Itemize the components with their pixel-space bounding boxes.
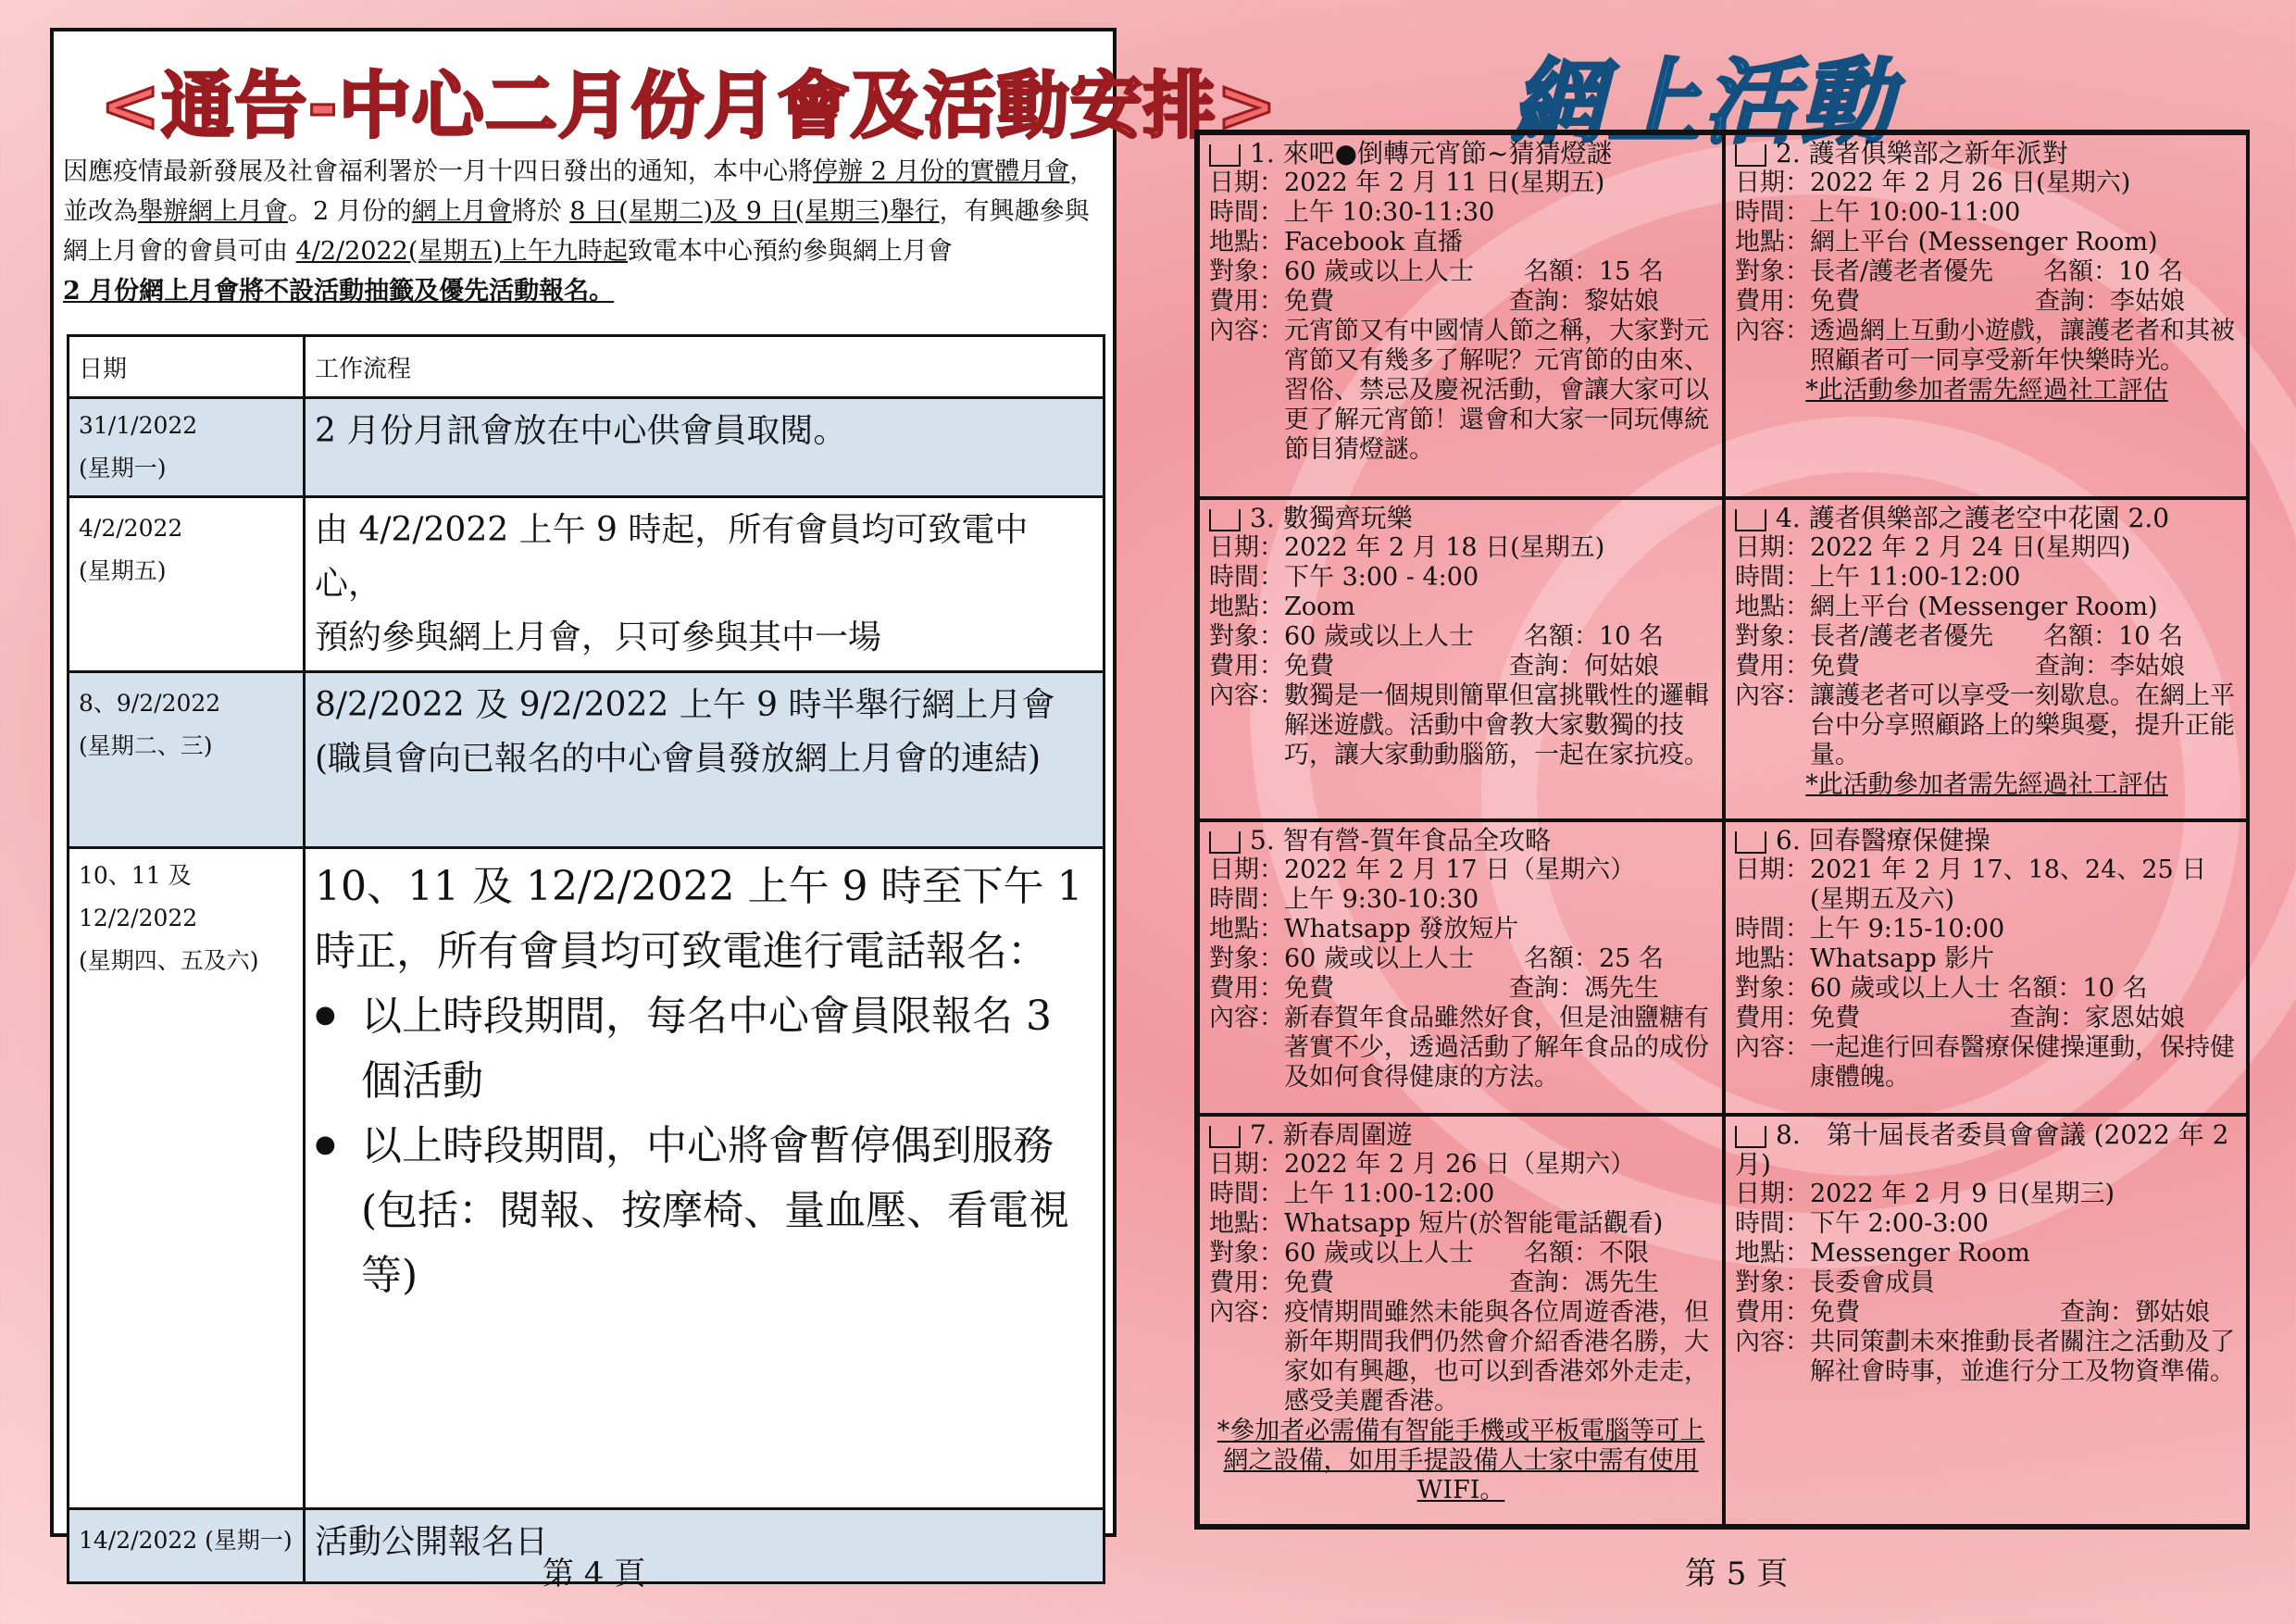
row-flow: 預約參與網上月會，只可參與其中一場 [315,618,882,656]
detail-value: 上午 9:30-10:30 [1284,885,1479,914]
detail-value: Whatsapp 發放短片 [1284,915,1519,943]
intro-paragraph [63,152,1109,311]
activity-title-row [1735,139,2239,169]
detail-value: 免費 查詢：馮先生 [1284,1268,1659,1297]
page-number-4: 第 4 頁 [543,1555,646,1593]
detail-value: 網上平台 (Messenger Room) [1810,593,2158,621]
detail-label: 費用： [1209,287,1284,316]
detail-label: 地點： [1735,228,1810,256]
activity-detail [1735,198,2239,228]
activity-card [1724,820,2250,1115]
activity-detail [1209,1268,1713,1298]
activity-title-row [1735,1120,2239,1180]
row-date: 14/2/2022 (星期一) [79,1527,293,1554]
activity-note: *此活動參加者需先經過社工評估 [1805,770,2168,799]
activity-detail [1209,681,1713,770]
row-date: 4/2/2022 [79,515,183,542]
detail-label: 內容： [1735,1033,1810,1062]
activity-title-row [1209,1120,1713,1150]
detail-label: 時間： [1735,198,1810,227]
detail-label: 對象： [1735,974,1810,1003]
schedule-table [67,334,1105,1584]
table-header-row [69,336,1104,398]
detail-value: 60 歲或以上人士 名額：15 名 [1284,257,1664,286]
page-number-5: 第 5 頁 [1685,1555,1789,1593]
row-bullet: ● 以上時段期間，每名中心會員限報名 3 個活動 [315,984,1093,1114]
detail-label: 日期： [1209,856,1284,884]
activity-card [1198,133,1724,498]
activity-detail [1209,169,1713,198]
intro-text: ，並改為 [63,157,1095,226]
activity-card [1724,133,2250,498]
detail-label: 時間： [1209,563,1284,592]
detail-label: 費用： [1735,1004,1810,1032]
detail-value: 免費 查詢：黎姑娘 [1284,287,1659,316]
detail-label: 費用： [1735,287,1810,316]
detail-value: 上午 9:15-10:00 [1810,915,2005,943]
activity-detail [1209,287,1713,317]
activity-card [1198,1115,1724,1526]
detail-value: 免費 查詢：家恩姑娘 [1810,1004,2185,1032]
activity-title: 3. 數獨齊玩樂 [1250,503,1413,533]
detail-value: 元宵節又有中國情人節之稱，大家對元宵節又有幾多了解呢？元宵節的由來、習俗、禁忌及慶祝活動，會讓大家可以更了解元宵節！還會和大家一同玩傳統節目猜燈謎。 [1284,317,1709,464]
detail-label: 內容： [1209,681,1284,710]
activity-detail [1209,885,1713,915]
row-flow: 8/2/2022 及 9/2/2022 上午 9 時半舉行網上月會 [315,686,1055,724]
row-weekday: (星期四、五及六) [79,947,259,974]
intro-text: 將於 [511,197,570,226]
detail-label: 時間： [1209,198,1284,227]
activity-detail [1209,257,1713,287]
activity-detail [1735,533,2239,563]
activity-card [1724,498,2250,820]
detail-value: 新春賀年食品雖然好食，但是油鹽糖有著實不少，透過活動了解年食品的成份及如何食得健康的方法。 [1284,1004,1709,1092]
detail-value: 2021 年 2 月 17、18、24、25 日 (星期五及六) [1810,856,2207,914]
detail-value: 下午 3:00 - 4:00 [1284,563,1479,592]
detail-label: 日期： [1209,169,1284,197]
detail-label: 內容： [1209,317,1284,345]
detail-label: 內容： [1735,1328,1810,1356]
notice-title: <通告-中心二月份月會及活動安排> [100,65,1279,148]
detail-label: 時間： [1209,1180,1284,1208]
checkbox-icon[interactable] [1209,509,1241,531]
checkbox-icon[interactable] [1209,144,1241,167]
detail-label: 費用： [1209,974,1284,1003]
activity-title-row [1735,826,2239,856]
detail-value: 免費 查詢：馮先生 [1284,974,1659,1003]
detail-label: 地點： [1209,915,1284,943]
activity-detail [1209,1150,1713,1180]
activity-detail [1209,974,1713,1004]
detail-value: 上午 10:30-11:30 [1284,198,1495,227]
detail-label: 費用： [1735,652,1810,681]
row-flow: 10、11 及 12/2/2022 上午 9 時至下午 1 時正，所有會員均可致電進行電話報名： [315,863,1083,975]
detail-value: 免費 查詢：鄧姑娘 [1810,1298,2210,1327]
intro-text: 。2 月份的 [288,197,412,226]
detail-value: 透過網上互動小遊戲，讓護老者和其被照顧者可一同享受新年快樂時光。 [1810,317,2235,375]
intro-highlight: 4/2/2022(星期五)上午九時起 [295,237,628,266]
activity-title: 2. 護者俱樂部之新年派對 [1776,138,2068,169]
activity-title-row [1735,504,2239,533]
detail-label: 日期： [1735,169,1810,197]
activity-card [1198,498,1724,820]
detail-label: 費用： [1209,1268,1284,1297]
activity-detail [1735,1004,2239,1033]
detail-label: 時間： [1209,885,1284,914]
header-date: 日期 [69,336,305,398]
detail-label: 日期： [1209,1150,1284,1179]
detail-label: 費用： [1735,1298,1810,1327]
detail-value: 下午 2:00-3:00 [1810,1209,1989,1238]
detail-label: 內容： [1735,317,1810,345]
checkbox-icon[interactable] [1735,144,1766,167]
checkbox-icon[interactable] [1735,1126,1766,1148]
activity-detail [1735,622,2239,652]
detail-value: Whatsapp 短片(於智能電話觀看) [1284,1209,1664,1238]
activity-title: 8. 第十屆長者委員會會議 (2022 年 2 月) [1735,1119,2229,1180]
detail-value: 免費 查詢：李姑娘 [1810,652,2185,681]
detail-value: 上午 10:00-11:00 [1810,198,2021,227]
activity-detail [1735,1209,2239,1239]
activity-detail [1735,228,2239,257]
activity-detail [1735,915,2239,944]
row-flow: 2 月份月訊會放在中心供會員取閱。 [315,412,847,450]
activity-detail [1735,974,2239,1004]
online-activities-title: 網上活動 [1511,48,1896,156]
detail-value: Whatsapp 影片 [1810,944,1995,973]
detail-label: 費用： [1209,652,1284,681]
activity-detail [1209,317,1713,465]
activity-title: 6. 回春醫療保健操 [1776,825,1990,856]
activity-title-row [1209,826,1713,856]
detail-value: 數獨是一個規則簡單但富挑戰性的邏輯解迷遊戲。活動中會教大家數獨的技巧，讓大家動動腦筋，一起在家抗疫。 [1284,681,1709,769]
activity-detail [1209,593,1713,622]
detail-value: 共同策劃未來推動長者關注之活動及了解社會時事，並進行分工及物資準備。 [1810,1328,2235,1386]
activity-detail [1735,1268,2239,1298]
intro-text: 因應疫情最新發展及社會福利署於一月十四日發出的通知，本中心將 [63,157,813,186]
detail-label: 地點： [1735,1239,1810,1268]
activity-title-row [1209,139,1713,169]
detail-label: 時間： [1735,1209,1810,1238]
activity-detail [1735,856,2239,915]
activity-detail [1209,198,1713,228]
activity-detail [1209,533,1713,563]
activity-detail [1735,593,2239,622]
row-date: 31/1/2022 [79,412,198,439]
detail-value: Zoom [1284,593,1355,621]
detail-value: 2022 年 2 月 26 日（星期六） [1284,1150,1636,1179]
checkbox-icon[interactable] [1209,1126,1241,1148]
detail-value: 2022 年 2 月 9 日(星期三) [1810,1180,2115,1208]
detail-label: 對象： [1209,944,1284,973]
detail-value: 60 歲或以上人士 名額：25 名 [1284,944,1664,973]
checkbox-icon[interactable] [1735,509,1766,531]
activity-detail [1735,563,2239,593]
detail-label: 地點： [1209,1209,1284,1238]
detail-value: 60 歲或以上人士 名額：10 名 [1810,974,2148,1003]
detail-value: Facebook 直播 [1284,228,1463,256]
detail-label: 時間： [1735,915,1810,943]
detail-value: 疫情期間雖然未能與各位周遊香港，但新年期間我們仍然會介紹香港名勝，大家如有興趣，也可以到香港郊外走走，感受美麗香港。 [1284,1298,1709,1416]
activities-grid [1194,130,2250,1530]
activity-detail [1735,169,2239,198]
detail-label: 對象： [1735,257,1810,286]
detail-label: 日期： [1735,533,1810,562]
detail-label: 地點： [1209,593,1284,621]
activity-detail [1209,915,1713,944]
activity-detail [1735,944,2239,974]
activity-detail [1735,1298,2239,1328]
row-weekday: (星期一) [79,455,167,481]
activity-detail [1735,1328,2239,1387]
table-row [69,848,1104,1509]
activity-detail [1209,563,1713,593]
detail-label: 對象： [1735,1268,1810,1297]
detail-label: 內容： [1209,1004,1284,1032]
detail-label: 日期： [1735,1180,1810,1208]
table-row [69,672,1104,848]
activity-detail [1209,652,1713,681]
detail-label: 時間： [1735,563,1810,592]
table-row [69,398,1104,497]
detail-label: 地點： [1209,228,1284,256]
activity-card [1198,820,1724,1115]
intro-text: ，有興趣參與網上月會的會員可由 [63,197,1090,266]
activity-detail [1209,1239,1713,1268]
detail-label: 日期： [1209,533,1284,562]
activity-detail [1209,1298,1713,1417]
activity-detail [1735,652,2239,681]
activity-detail [1735,1239,2239,1268]
detail-label: 內容： [1209,1298,1284,1327]
detail-value: 上午 11:00-12:00 [1810,563,2021,592]
checkbox-icon[interactable] [1209,831,1241,854]
activity-title-row [1209,504,1713,533]
activity-card [1724,1115,2250,1526]
detail-value: 60 歲或以上人士 名額：10 名 [1284,622,1664,651]
activity-title: 7. 新春周圍遊 [1250,1119,1413,1150]
detail-value: 60 歲或以上人士 名額：不限 [1284,1239,1649,1268]
activity-detail [1735,1180,2239,1209]
row-weekday: (星期五) [79,557,167,584]
detail-label: 對象： [1209,257,1284,286]
activity-title: 5. 智有營-賀年食品全攻略 [1250,825,1552,856]
detail-value: 長者/護老者優先 名額：10 名 [1810,622,2184,651]
row-date: 8、9/2/2022 [79,690,221,717]
activity-title: 4. 護者俱樂部之護老空中花園 2.0 [1776,503,2170,533]
detail-label: 內容： [1735,681,1810,710]
intro-bold-note: 2 月份網上月會將不設活動抽籤及優先活動報名。 [63,277,615,306]
row-flow: 由 4/2/2022 上午 9 時起，所有會員均可致電中心， [315,511,1029,603]
activity-detail [1735,681,2239,770]
intro-text: 致電本中心預約參與網上月會 [627,237,953,266]
detail-value: 讓護老者可以享受一刻歇息。在網上平台中分享照顧路上的樂與憂，提升正能量。 [1810,681,2235,769]
detail-value: 2022 年 2 月 18 日(星期五) [1284,533,1605,562]
activity-detail [1209,944,1713,974]
detail-label: 地點： [1735,593,1810,621]
detail-label: 對象： [1209,1239,1284,1268]
detail-value: 2022 年 2 月 24 日(星期四) [1810,533,2131,562]
detail-value: 網上平台 (Messenger Room) [1810,228,2158,256]
detail-label: 對象： [1209,622,1284,651]
row-flow: (職員會向已報名的中心會員發放網上月會的連結) [315,740,1042,778]
detail-value: 上午 11:00-12:00 [1284,1180,1495,1208]
activity-detail [1209,856,1713,885]
activity-note: *此活動參加者需先經過社工評估 [1805,376,2168,405]
activity-title: 1. 來吧●倒轉元宵節~猜猜燈謎 [1250,138,1613,169]
activity-note: *參加者必需備有智能手機或平板電腦等可上網之設備，如用手提設備人士家中需有使用 WIFI。 [1217,1417,1705,1505]
detail-label: 對象： [1735,622,1810,651]
detail-value: 免費 查詢：何姑娘 [1284,652,1659,681]
activity-detail [1735,287,2239,317]
row-weekday: (星期二、三) [79,732,213,759]
detail-label: 地點： [1735,944,1810,973]
detail-value: 長者/護老者優先 名額：10 名 [1810,257,2184,286]
intro-highlight: 8 日(星期二)及 9 日(星期三)舉行 [569,197,940,226]
activity-detail [1209,1004,1713,1093]
detail-value: 長委會成員 [1810,1268,1935,1297]
intro-highlight: 網上月會 [411,197,512,226]
activity-detail [1209,228,1713,257]
activity-detail [1209,1209,1713,1239]
detail-value: 2022 年 2 月 17 日（星期六） [1284,856,1636,884]
activity-detail [1209,1180,1713,1209]
detail-value: 免費 查詢：李姑娘 [1810,287,2185,316]
row-flow: 活動公開報名日 [315,1523,549,1561]
header-flow: 工作流程 [305,336,1104,398]
row-bullet: ● 以上時段期間，中心將會暫停偶到服務(包括：閱報、按摩椅、量血壓、看電視等) [315,1114,1093,1308]
intro-highlight: 停辦 2 月份的實體月會 [813,157,1070,186]
detail-label: 日期： [1735,856,1810,884]
activity-detail [1735,1033,2239,1093]
table-row [69,497,1104,672]
detail-value: Messenger Room [1810,1239,2030,1268]
activity-detail [1735,257,2239,287]
detail-value: 一起進行回春醫療保健操運動，保持健康體魄。 [1810,1033,2235,1092]
row-date: 10、11 及 12/2/2022 [79,862,198,931]
activity-detail [1209,622,1713,652]
detail-value: 2022 年 2 月 26 日(星期六) [1810,169,2131,197]
activity-detail [1735,317,2239,376]
intro-highlight: 舉辦網上月會 [138,197,288,226]
detail-value: 2022 年 2 月 11 日(星期五) [1284,169,1605,197]
checkbox-icon[interactable] [1735,831,1766,854]
